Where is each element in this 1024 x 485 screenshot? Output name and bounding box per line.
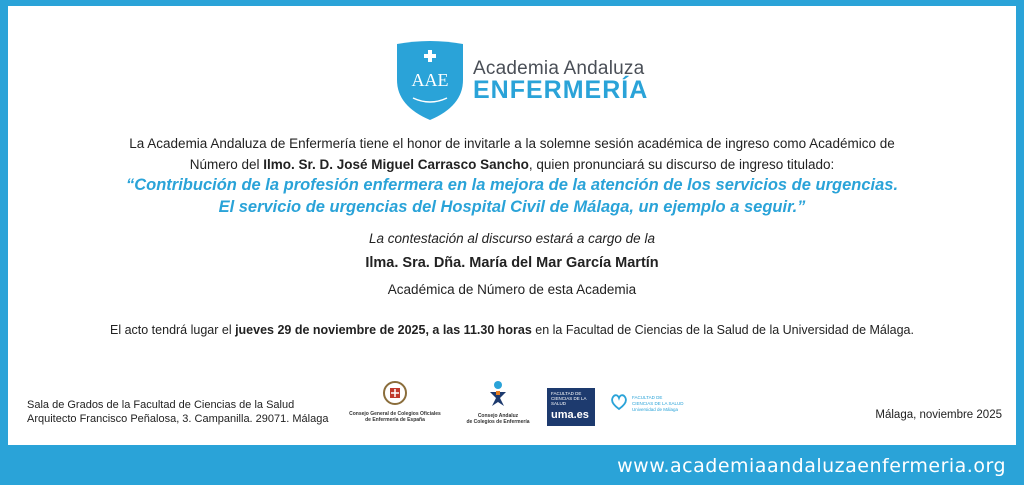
speech-title <box>40 174 984 218</box>
invitation-intro <box>40 133 984 175</box>
consejo-andaluz-figure-icon <box>486 380 510 408</box>
response-speaker: Ilma. Sra. Dña. María del Mar García Martín <box>365 255 659 271</box>
sponsor-2-line-2: de Colegios de Enfermería <box>466 419 530 425</box>
event-pre: El acto tendrá lugar el <box>110 323 236 337</box>
facultad-heart-icon <box>610 393 628 411</box>
venue-address <box>27 398 328 426</box>
event-post: en la Facultad de Ciencias de la Salud de la Universidad de Málaga. <box>531 323 914 337</box>
academy-logo <box>395 40 649 122</box>
sponsor-consejo-general <box>345 380 445 423</box>
venue-line-1: Sala de Grados de la Facultad de Ciencias de la Salud <box>27 399 295 411</box>
right-border <box>1016 0 1024 485</box>
intro-line-1: La Academia Andaluza de Enfermería tiene el honor de invitarle a la solemne sesión académica de ingreso como Académico de <box>129 136 895 151</box>
intro-line-2 <box>40 154 984 175</box>
sponsor-4-line-3: Universidad de Málaga <box>632 407 679 412</box>
shield-icon <box>395 40 465 122</box>
consejo-general-emblem-icon <box>382 380 408 406</box>
venue-line-2: Arquitecto Francisco Peñalosa, 3. Campanilla. 29071. Málaga <box>27 413 329 425</box>
logo-name: Academia Andaluza <box>473 58 645 79</box>
speaker-name: Ilmo. Sr. D. José Miguel Carrasco Sancho <box>263 157 529 172</box>
footer-url-link[interactable]: www.academiaandaluzaenfermeria.org <box>617 455 1006 477</box>
sponsor-4-line-2: CIENCIAS DE LA SALUD <box>632 401 684 406</box>
response-role: Académica de Número de esta Academia <box>387 282 637 297</box>
logo-subtitle: ENFERMERÍA <box>473 76 649 104</box>
top-border <box>0 0 1024 6</box>
sponsor-2-line-1: Consejo Andaluz <box>477 413 519 419</box>
event-date-time: jueves 29 de noviembre de 2025, a las 11.30 horas <box>235 323 532 337</box>
sponsor-4-line-1: FACULTAD DE <box>632 395 663 400</box>
sponsor-uma <box>547 388 595 426</box>
sponsor-4-text <box>632 395 684 413</box>
intro-line-2-pre: Número del <box>189 157 264 172</box>
response-intro: La contestación al discurso estará a cargo de la <box>369 231 655 246</box>
speech-title-line-2: El servicio de urgencias del Hospital Civil de Málaga, un ejemplo a seguir.” <box>218 198 806 216</box>
place-date: Málaga, noviembre 2025 <box>875 409 1002 421</box>
intro-line-2-post: , quien pronunciará su discurso de ingreso titulado: <box>528 157 835 172</box>
sponsor-1-line-1: Consejo General de Colegios Oficiales <box>349 411 441 417</box>
footer-bar <box>0 445 1024 485</box>
sponsor-3-top: FACULTAD DE CIENCIAS DE LA SALUD <box>551 391 587 406</box>
left-border <box>0 0 8 485</box>
sponsor-1-line-2: de Enfermería de España <box>365 417 425 423</box>
sponsor-3-name: uma.es <box>551 409 589 421</box>
event-details <box>40 323 984 337</box>
sponsor-consejo-andaluz <box>458 380 538 425</box>
shield-letters: AAE <box>411 70 449 90</box>
speech-title-line-1: “Contribución de la profesión enfermera en la mejora de la atención de los servicios de urgencias. <box>125 176 899 194</box>
